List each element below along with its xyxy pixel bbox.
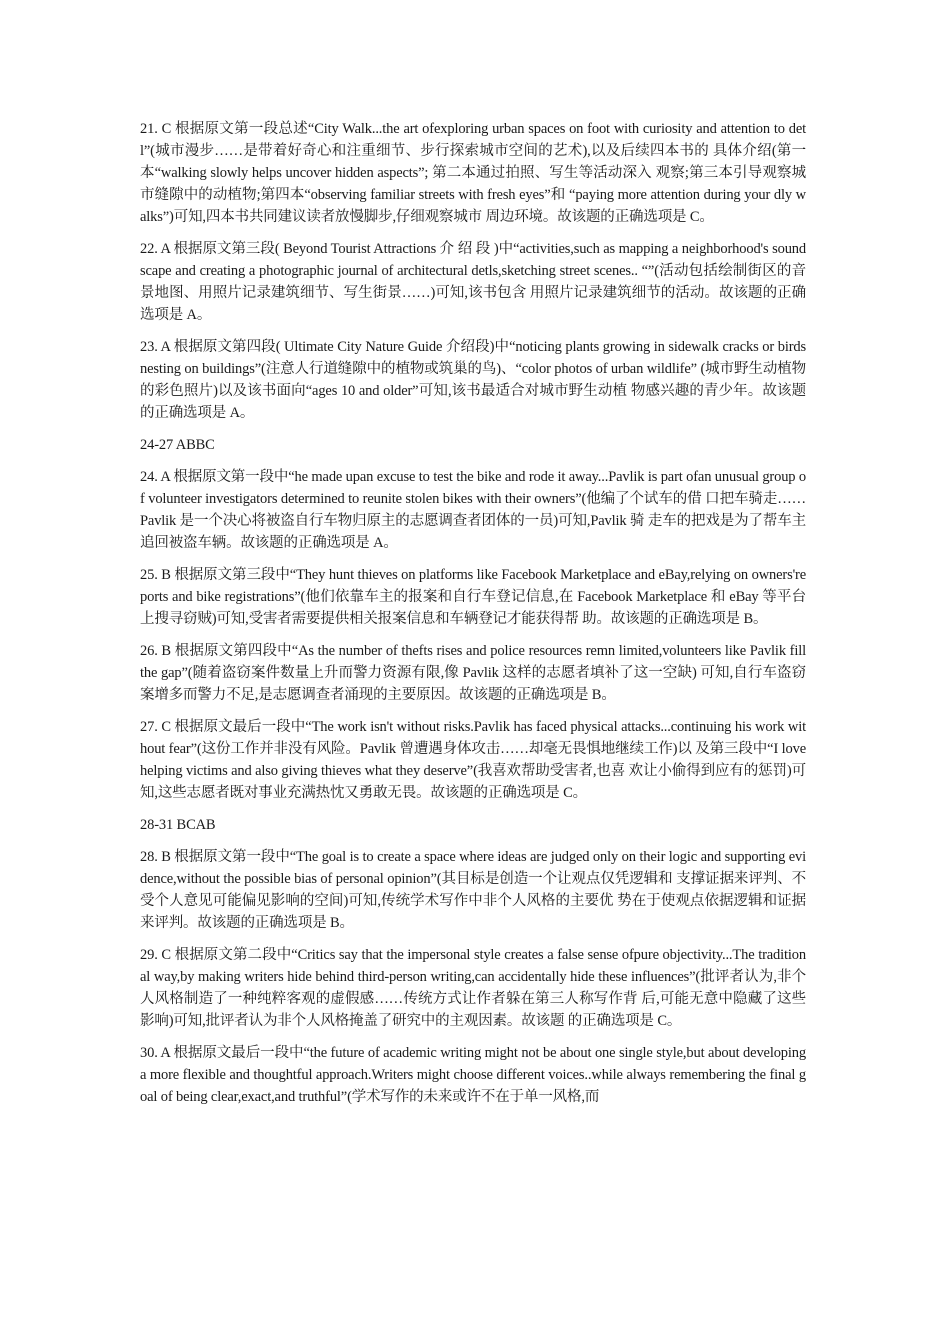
answer-explanation-paragraph: 28. B 根据原文第一段中“The goal is to create a space where ideas are judged only on their logic and supporting evidence,without the possible bias of personal opinion”(其目标是创造一个让观点仅凭逻辑和 支撑证据来评判、不受个人意见可能偏见影响的空间)可知,传统学术写作中非个人风格的主要优 势在于使观点依据逻辑和证据来评判。故该题的正确选项是 B。 <box>140 849 806 931</box>
answer-explanation-paragraph: 26. B 根据原文第四段中“As the number of thefts rises and police resources remn limited,volunteers like Pavlik fill the gap”(随着盗窃案件数量上升而警力资源有限,像 Pavlik 这样的志愿者填补了这一空缺) 可知,自行车盗窃案增多而警力不足,是志愿调查者涌现的主要原因。故该题的正确选项是 B。 <box>140 643 806 703</box>
answer-explanation-paragraph: 24. A 根据原文第一段中“he made upan excuse to test the bike and rode it away...Pavlik is part ofan unusual group of volunteer investigators determined to reunite stolen bikes with their owners”(他编了个试车的借 口把车骑走……Pavlik 是一个决心将被盗自行车物归原主的志愿调查者团体的一员)可知,Pavlik 骑 走车的把戏是为了帮车主追回被盗车辆。故该题的正确选项是 A。 <box>140 469 806 551</box>
answer-explanation-paragraph: 25. B 根据原文第三段中“They hunt thieves on platforms like Facebook Marketplace and eBay,relying on owners'reports and bike registrations”(他们依靠车主的报案和自行车登记信息,在 Facebook Marketplace 和 eBay 等平台上搜寻窃贼)可知,受害者需要提供相关报案信息和车辆登记才能获得帮 助。故该题的正确选项是 B。 <box>140 567 806 627</box>
answer-group-heading: 24-27 ABBC <box>140 437 215 453</box>
answer-explanation-paragraph: 21. C 根据原文第一段总述“City Walk...the art ofexploring urban spaces on foot with curiosity and attention to detl”(城市漫步……是带着好奇心和注重细节、步行探索城市空间的艺术),以及后续四本书的 具体介绍(第一本“walking slowly helps uncover hidden aspects”; 第二本通过拍照、写生等活动深入 观察;第三本引导观察城市缝隙中的动植物;第四本“observing familiar streets with fresh eyes”和 “paying more attention during your dly walks”)可知,四本书共同建议读者放慢脚步,仔细观察城市 周边环境。故该题的正确选项是 C。 <box>140 121 806 225</box>
answer-explanation-paragraph: 22. A 根据原文第三段( Beyond Tourist Attractions 介 绍 段 )中“activities,such as mapping a neighborhood's soundscape and creating a photographic journal of architectural detls,sketching street scenes.. “”(活动包括绘制街区的音景地图、用照片记录建筑细节、写生街景……)可知,该书包含 用照片记录建筑细节的活动。故该题的正确选项是 A。 <box>140 241 806 323</box>
answer-explanation-paragraph: 27. C 根据原文最后一段中“The work isn't without risks.Pavlik has faced physical attacks...continuing his work without fear”(这份工作并非没有风险。Pavlik 曾遭遇身体攻击……却毫无畏惧地继续工作)以 及第三段中“I love helping victims and also giving thieves what they deserve”(我喜欢帮助受害者,也喜 欢让小偷得到应有的惩罚)可知,这些志愿者既对事业充满热忱又勇敢无畏。故该题的正确选项是 C。 <box>140 719 806 801</box>
answer-explanation-paragraph: 23. A 根据原文第四段( Ultimate City Nature Guide 介绍段)中“noticing plants growing in sidewalk cracks or birds nesting on buildings”(注意人行道缝隙中的植物或筑巢的鸟)、“color photos of urban wildlife” (城市野生动植物的彩色照片)以及该书面向“ages 10 and older”可知,该书最适合对城市野生动植 物感兴趣的青少年。故该题的正确选项是 A。 <box>140 339 806 421</box>
answer-explanation-paragraph: 30. A 根据原文最后一段中“the future of academic writing might not be about one single style,but about developing a more flexible and thoughtful approach.Writers might choose different voices..while always remembering the final goal of being clear,exact,and truthful”(学术写作的未来或许不在于单一风格,而 <box>140 1045 806 1105</box>
answer-group-heading: 28-31 BCAB <box>140 817 216 833</box>
document-page <box>140 118 806 1118</box>
answer-explanation-paragraph: 29. C 根据原文第二段中“Critics say that the impersonal style creates a false sense ofpure objectivity...The traditional way,by making writers hide behind third-person writing,can accidentally hide these influences”(批评者认为,非个人风格制造了一种纯粹客观的虚假感……传统方式让作者躲在第三人称写作背 后,可能无意中隐藏了这些影响)可知,批评者认为非个人风格掩盖了研究中的主观因素。故该题 的正确选项是 C。 <box>140 947 806 1029</box>
